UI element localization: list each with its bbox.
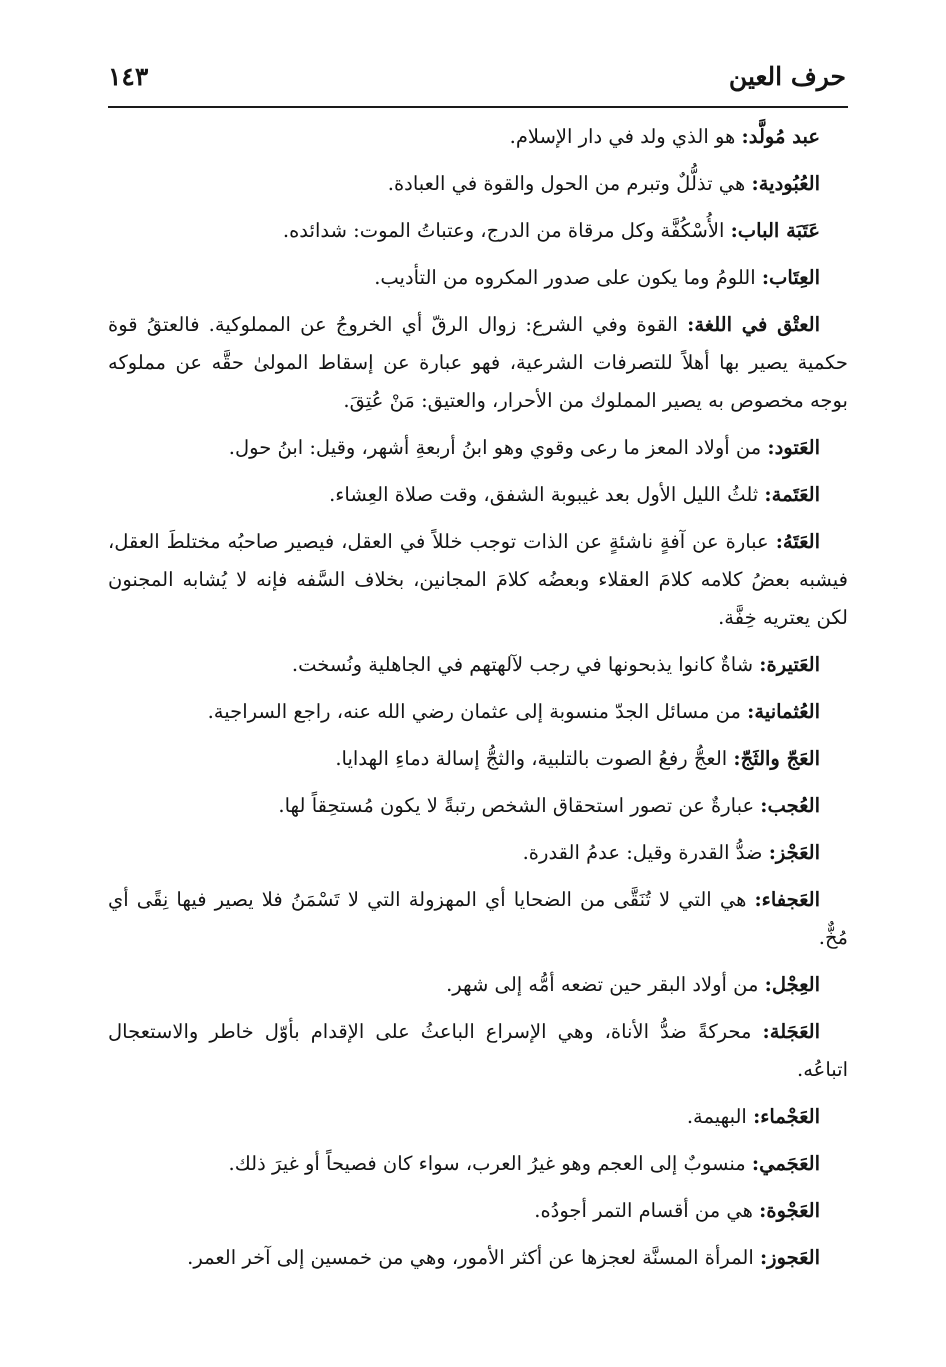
dictionary-entry (108, 259, 848, 297)
dictionary-entry (108, 306, 848, 420)
dictionary-entry (108, 740, 848, 778)
dictionary-entry (108, 165, 848, 203)
entry-definition: من أولاد المعز ما رعى وقوي وهو ابنُ أربعةِ أشهر، وقيل: ابنُ حول. (228, 436, 762, 459)
entry-definition: شاةٌ كانوا يذبحونها في رجب لآلهتهم في الجاهلية ونُسخت. (291, 653, 754, 676)
dictionary-entries (108, 118, 848, 1286)
entry-definition: المرأة المسنَّة لعجزها عن أكثر الأمور، وهي من خمسين إلى آخر العمر. (187, 1246, 754, 1269)
entry-definition: محركةً ضدُّ الأناة، وهي الإسراع الباعثُ على الإقدام بأوّل خاطر والاستعجال اتباعُه. (108, 1020, 848, 1081)
entry-definition: هي تذلُّلٌ وتبرم من الحول والقوة في العبادة. (387, 172, 746, 195)
dictionary-entry (108, 881, 848, 957)
dictionary-entry (108, 1192, 848, 1230)
entry-definition: هو الذي ولد في دار الإسلام. (509, 125, 736, 148)
dictionary-entry (108, 429, 848, 467)
entry-term: العَتود: (767, 436, 820, 459)
entry-term: العَجّ والثَجّ: (733, 747, 820, 770)
entry-definition: البهيمة. (686, 1105, 747, 1128)
entry-term: العتْق في اللغة: (687, 313, 820, 336)
dictionary-entry (108, 834, 848, 872)
dictionary-entry (108, 212, 848, 250)
entry-term: عَتَبَة الباب: (730, 219, 820, 242)
entry-definition: عبارة عن آفةٍ ناشئةٍ عن الذات توجب خللاً في العقل، فيصير صاحبُه مختلطَ العقل، فيشبه بعضُ كلامه كلامَ العقلاء وبعضُه كلامَ المجانين، بخلاف السَّفه فإنه لا يُشابه المجنون لكن يعتريه خِفَّة. (108, 530, 848, 629)
entry-term: العَجفاء: (754, 888, 820, 911)
dictionary-entry (108, 646, 848, 684)
dictionary-entry (108, 523, 848, 637)
entry-definition: هي التي لا تُنَقَّى من الضحايا أي المهزولة التي لا تَسْمَنُ فلا يصير فيها نِقًى أي مُخٌّ. (108, 888, 848, 949)
entry-definition: اللومُ وما يكون على صدور المكروه من التأديب. (374, 266, 756, 289)
entry-term: العَجَمي: (751, 1152, 820, 1175)
entry-term: العَجوز: (759, 1246, 820, 1269)
entry-definition: القوة وفي الشرع: زوال الرقّ أي الخروجُ عن المملوكية. فالعتقُ قوة حكمية يصير بها أهلاً للتصرفات الشرعية، فهو عبارة عن إسقاط المولىٰ حقَّه عن مملوكه بوجه مخصوص به يصير المملوك من الأحرار، والعتيق: مَنْ عُتِقَ. (108, 313, 848, 412)
entry-term: العَتَهُ: (775, 530, 820, 553)
entry-term: العَتَمة: (764, 483, 820, 506)
page-header (108, 58, 846, 102)
header-rule (108, 106, 848, 108)
dictionary-entry (108, 693, 848, 731)
dictionary-entry (108, 1098, 848, 1136)
entry-definition: ضدُّ القدرة وقيل: عدمُ القدرة. (522, 841, 763, 864)
chapter-title: حرف العين (728, 62, 846, 91)
entry-term: العَتيرة: (759, 653, 820, 676)
entry-term: العُجب: (760, 794, 820, 817)
entry-term: العَجَلة: (762, 1020, 821, 1043)
dictionary-entry (108, 118, 848, 156)
entry-definition: ثلثُ الليل الأول بعد غيبوبة الشفق، وقت صلاة العِشاء. (329, 483, 759, 506)
dictionary-entry (108, 476, 848, 514)
dictionary-entry (108, 966, 848, 1004)
entry-definition: الأُسْكُفَّة وكل مرقاة من الدرج، وعتباتُ الموت: شدائده. (282, 219, 725, 242)
entry-term: العِجْل: (764, 973, 820, 996)
page-number: ١٤٣ (108, 62, 149, 91)
entry-definition: منسوبٌ إلى العجم وهو غيرُ العرب، سواء كان فصيحاً أو غيرَ ذلك. (228, 1152, 746, 1175)
entry-definition: من مسائل الجدّ منسوبة إلى عثمان رضي الله عنه، راجع السراجية. (207, 700, 741, 723)
entry-term: العُبُودية: (751, 172, 820, 195)
entry-definition: عبارةٌ عن تصور استحقاق الشخص رتبةً لا يكون مُستحِقاً لها. (278, 794, 755, 817)
dictionary-entry (108, 787, 848, 825)
dictionary-entry (108, 1013, 848, 1089)
entry-definition: هي من أقسام التمر أجودُه. (534, 1199, 753, 1222)
entry-term: العُثمانية: (747, 700, 820, 723)
entry-term: العَجْز: (768, 841, 820, 864)
entry-term: عبد مُولَّد: (741, 125, 820, 148)
entry-term: العِتَاب: (761, 266, 820, 289)
dictionary-entry (108, 1145, 848, 1183)
entry-term: العَجْماء: (753, 1105, 820, 1128)
entry-term: العَجْوة: (759, 1199, 820, 1222)
entry-definition: العجُّ رفعُ الصوت بالتلبية، والثجُّ إسالة دماءِ الهدايا. (335, 747, 728, 770)
dictionary-entry (108, 1239, 848, 1277)
entry-definition: من أولاد البقر حين تضعه أمُّه إلى شهر. (446, 973, 759, 996)
